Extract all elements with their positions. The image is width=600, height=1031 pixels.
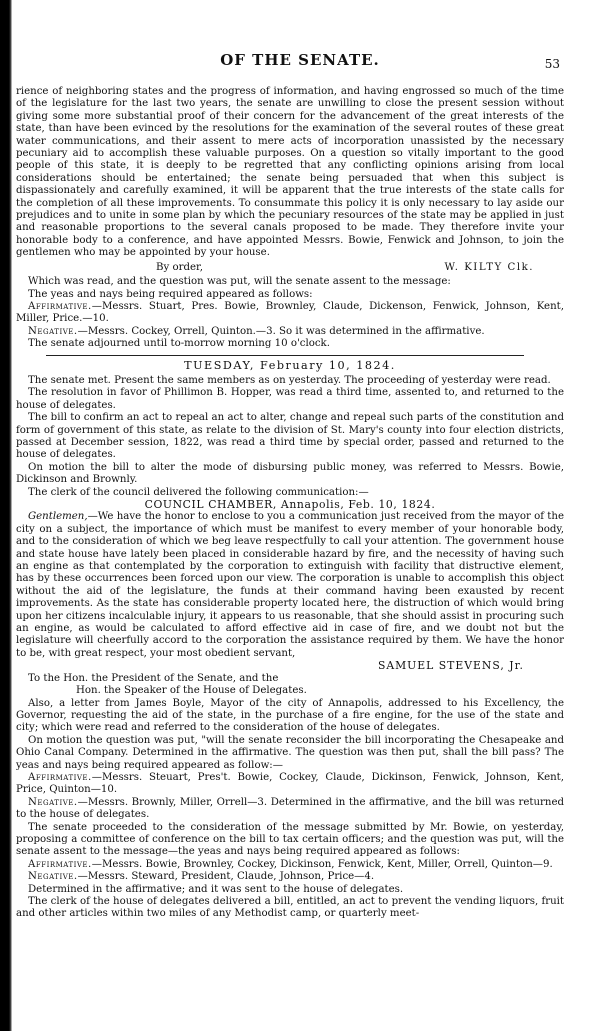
salutation: Gentlemen,: [28, 511, 88, 523]
affirmative-names: —Messrs. Bowie, Brownley, Cockey, Dickinson, Fenwick, Kent, Miller, Orrell, Quinton—9.: [91, 858, 553, 870]
determined-text: Determined in the affirmative; and it was sent to the house of delegates.: [28, 883, 404, 895]
page-title: OF THE SENATE.: [220, 51, 380, 69]
conference-message: The senate proceeded to the consideration of the message submitted by Mr. Bowie, on yesterday, proposing a committee of conference on the bill to tax certain officers; and the question was put, will the senate assent to the message—the yeas and nays being required appeared as follows:: [16, 821, 564, 858]
negative-names: —Messrs. Steward, President, Claude, Johnson, Price—4.: [77, 871, 375, 883]
affirmative-label: Affirmative.: [28, 771, 92, 783]
vote3-negative: [16, 871, 564, 883]
page-body: [16, 86, 564, 921]
final-paragraph: The clerk of the house of delegates delivered a bill, entitled, an act to prevent the vending liquors, fruit and other articles within two miles of any Methodist camp, or quarterly meet-: [16, 896, 564, 920]
vote1-read: Which was read, and the question was put, will the senate assent to the message:: [28, 276, 451, 288]
negative-label: Negative.: [28, 796, 78, 808]
vote1-yeas-nays: The yeas and nays being required appeared as follows:: [28, 288, 313, 300]
proceeding-4: On motion the bill to alter the mode of disbursing public money, was referred to Messrs. Bowie, Dickinson and Brownly.: [16, 461, 564, 486]
council-heading: COUNCIL CHAMBER, Annapolis, Feb. 10, 1824.: [144, 498, 436, 511]
council-signature: SAMUEL STEVENS, Jr.: [377, 659, 524, 673]
negative-names: —Messrs. Cockey, Orrell, Quinton.—3. So it was determined in the affirmative.: [77, 325, 485, 337]
vote2-negative: [16, 797, 564, 822]
affirmative-names: —Messrs. Stuart, Pres. Bowie, Brownley, Claude, Dickenson, Fenwick, Johnson, Kent, Miller, Price.—10.: [16, 300, 564, 325]
message-body: rience of neighboring states and the progress of information, and having engrossed so much of the time of the legislature for the last two years, the senate are unwilling to close the present session without giving some more substantial proof of their concern for the advancement of the great interests of the state, than have been evinced by the resolutions for the examination of the several routes of these great water communications, and their assent to mere acts of incorporation unassisted by the necessary pecuniary aid to accomplish these valuable purposes. On a question so vitally important to the good people of this state, it is deeply to be regretted that any conflicting opinions arising from local considerations should be entertained; the senate being persuaded that when this subject is dispassionately and carefully examined, it will be apparent that the true interests of the state calls for the completion of all these improvements. To consummate this policy it is only necessary to lay aside our prejudices and to unite in some plan by which the pecuniary resources of the state may be applied in just and reasonable proportions to the several canals proposed to be made. They therefore invite your honorable body to a conference, and have appointed Messrs. Bowie, Fenwick and Johnson, to join the gentlemen who may be appointed by your house.: [16, 86, 564, 259]
adjourn-text: The senate adjourned until to-morrow morning 10 o'clock.: [28, 338, 330, 350]
reconsider-motion: On motion the question was put, "will the senate reconsider the bill incorporating the Chesapeake and Ohio Canal Company. Determined in the affirmative. The question was then put, shall the bill pass? The yeas and nays being required appeared as follow:—: [16, 734, 564, 771]
proceeding-2: The resolution in favor of Phillimon B. Hopper, was read a third time, assented to, and returned to the house of delegates.: [16, 387, 564, 411]
negative-label: Negative.: [28, 871, 78, 883]
session-date: TUESDAY, February 10, 1824.: [184, 358, 396, 372]
book-spine-edge: [0, 0, 12, 1031]
clerk-signature: W. KILTY Clk.: [444, 261, 534, 273]
vote3-affirmative: [16, 859, 564, 871]
affirmative-label: Affirmative.: [28, 858, 92, 870]
affirmative-label: Affirmative.: [28, 300, 92, 312]
proceeding-5: The clerk of the council delivered the following communication:—: [28, 486, 369, 498]
council-letter: [16, 511, 564, 660]
negative-label: Negative.: [28, 325, 78, 337]
mayor-letter: Also, a letter from James Boyle, Mayor of the city of Annapolis, addressed to his Excellency, the Governor, requesting the aid of the state, in the purchase of a fire engine, for the use of the state and city; which were read and referred to the consideration of the house of delegates.: [16, 697, 564, 734]
section-divider: [46, 355, 524, 356]
address-line-2: Hon. the Speaker of the House of Delegates.: [76, 685, 307, 697]
by-order-text: By order,: [156, 261, 204, 273]
council-letter-body: —We have the honor to enclose to you a communication just received from the mayor of the city on a subject, the importance of which must be manifest to every member of your honorable body, and to the consideration of which we beg leave respectfully to call your attention. The government house and state house have lately been placed in considerable hazard by fire, and the necessity of having such an engine as that contemplated by the corporation to extinguish with facility that distructive element, has by these occurrences been forced upon our view. The corporation is unable to accomplish this object without the aid of the legislature, the funds at their command having been exausted by recent improvements. As the state has considerable property located here, the distruction of which would bring upon her citizens incalculable injury, it appears to us reasonable, that she should assist in procuring such an engine, as would be calculated to afford effective aid in case of fire, and we doubt not but the legislature will cheerfully accord to the corporation the assistance required by them. We have the honor to be, with great respect, your most obedient servant,: [16, 511, 564, 659]
vote1-affirmative: [16, 301, 564, 326]
vote1-negative: [16, 326, 564, 338]
page-header: [0, 0, 600, 71]
affirmative-names: —Messrs. Steuart, Pres't. Bowie, Cockey, Claude, Dickinson, Fenwick, Johnson, Kent, Price, Quinton—10.: [16, 771, 564, 796]
negative-names: —Messrs. Brownly, Miller, Orrell—3. Determined in the affirmative, and the bill was returned to the house of delegates.: [16, 796, 564, 821]
proceeding-1: The senate met. Present the same members as on yesterday. The proceeding of yesterday were read.: [28, 374, 551, 386]
vote2-affirmative: [16, 772, 564, 797]
proceeding-3: The bill to confirm an act to repeal an act to alter, change and repeal such parts of the constitution and form of government of this state, as relate to the division of St. Mary's county into four election districts, passed at December session, 1822, was read a third time by special order, passed and returned to the house of delegates.: [16, 412, 564, 461]
address-line-1: To the Hon. the President of the Senate, and the: [28, 672, 279, 684]
order-line: [16, 262, 564, 274]
page-number: 53: [544, 57, 560, 71]
